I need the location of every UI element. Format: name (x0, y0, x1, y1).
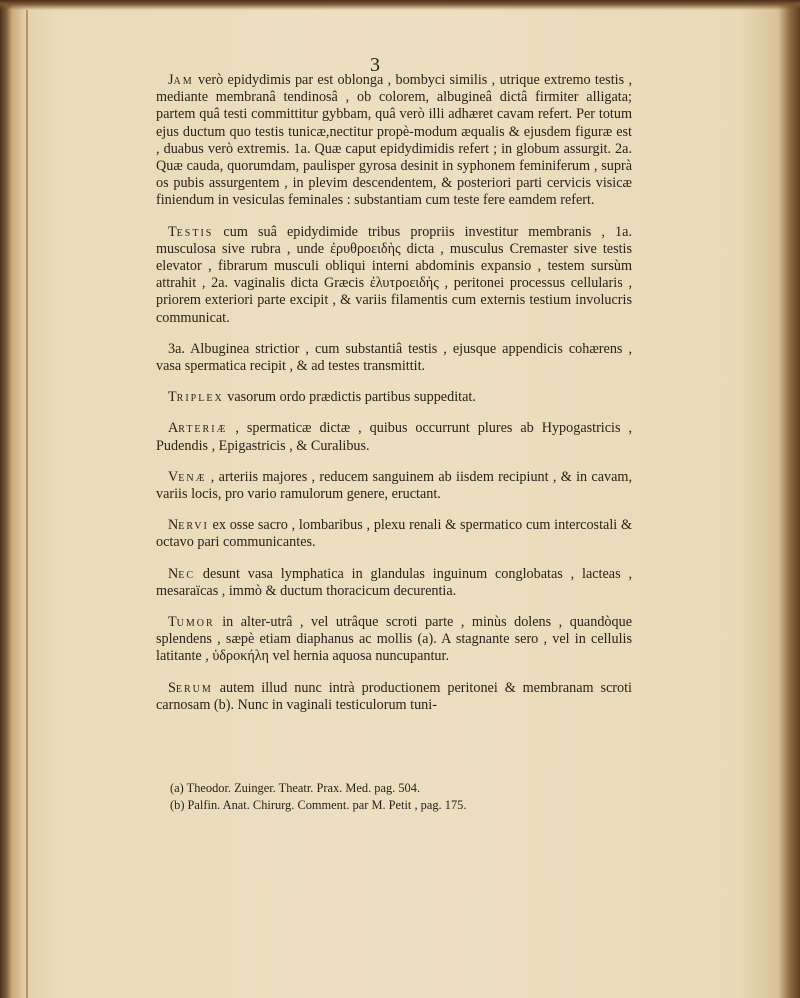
paragraph-text: ex osse sacro , lombaribus , plexu renali & spermatico cum intercostali & octavo pari communicantes. (156, 517, 632, 551)
lead-word: estis (176, 223, 214, 240)
paragraph-serum (156, 680, 632, 714)
lead-word: umor (176, 614, 215, 631)
paragraph-text: autem illud nunc intrà productionem peritonei & membranam scroti carnosam (b). Nunc in vaginali testiculorum tuni- (156, 679, 632, 713)
lead-letter: T (168, 389, 177, 406)
page-number: 3 (370, 54, 380, 76)
lead-word: ec (178, 565, 196, 582)
lead-word: ervi (178, 517, 209, 534)
body-text (156, 72, 632, 714)
footnote-a: (a) Theodor. Zuinger. Theatr. Prax. Med. pag. 504. (170, 781, 421, 795)
footnotes (170, 780, 620, 814)
paragraph-text: , spermaticæ dictæ , quibus occurrunt plures ab Hypogastricis , Pudendis , Epigastricis , & Curalibus. (156, 420, 632, 454)
paragraph-nervi (156, 517, 632, 551)
book-top-edge (0, 0, 800, 10)
paragraph-text: cum suâ epidydimide tribus propriis investitur membranis , 1a. musculosa sive rubra , unde ἐρυθροειδὴς dicta , musculus Cremaster sive testis elevator , fibrarum musculi obliqui interni abdominis expansio , testem sursùm attrahit , 2a. vaginalis dicta Græcis ἐλυτροειδὴς , peritonei processus cellularis , priorem exteriori parte excipit , & variis filamentis cum externis testium involucris communicat. (156, 223, 632, 326)
paragraph-nec (156, 566, 632, 600)
paragraph-text: in alter-utrâ , vel utrâque scroti parte , minùs dolens , quandòque splendens , sæpè etiam diaphanus ac mollis (a). A stagnante sero , vel in cellulis latitante , ὑδροκήλη vel hernia aquosa nuncupantur. (156, 614, 632, 665)
lead-letter: T (168, 223, 177, 240)
lead-word: am (173, 72, 194, 88)
lead-letter: S (168, 679, 176, 696)
paragraph-triplex (156, 389, 632, 406)
lead-letter: A (168, 420, 179, 437)
paragraph-text: 3a. Albuginea strictior , cum substantiâ testis , ejusque appendicis cohærens , vasa spermatica recipit , & ad testes transmittit. (156, 340, 632, 375)
lead-letter: N (168, 565, 179, 582)
paragraph-text: , arteriis majores , reducem sanguinem ab iisdem recipiunt , & in cavam, variis locis, pro vario ramulorum genere, eructant. (156, 468, 632, 503)
paragraph-text: verò epidydimis par est oblonga , bombyci similis , utrique extremo testis , mediante membranâ tendinosâ , ob colorem, albugineâ dictâ firmiter alligata; partem quâ testi committitur gybbam, quâ verò illi adhæret cavam refert. Per totum ejus ductum quo testis tunicæ,nectitur propè-modum æqualis & ejusdem figuræ est , duabus verò extremis. 1a. Quæ caput epidydimidis refert ; in globum assurgit. 2a. Quæ cauda, quorumdam, paulisper gyrosa desinit in syphonem feminiferum , suprà os pubis assurgentem , in plevim descendentem, & posteriori parti cervicis visicæ finiendum in vesiculas feminales : substantiam cum teste fere eamdem refert. (156, 72, 632, 209)
lead-word: enæ (178, 468, 207, 485)
paragraph-text: vasorum ordo prædictis partibus suppeditat. (223, 389, 476, 406)
paragraph-arteriae (156, 420, 632, 454)
lead-letter: N (168, 517, 179, 534)
lead-letter: J (168, 72, 174, 88)
lead-word: erum (175, 679, 213, 696)
paragraph-text: desunt vasa lymphatica in glandulas inguinum conglobatas , lacteas , mesaraïcas , immò & ductum thoracicum decurentia. (156, 565, 632, 599)
paragraph-venae (156, 469, 632, 503)
paragraph-testis (156, 224, 632, 327)
lead-word: rteriæ (178, 420, 228, 437)
page-sheet (26, 10, 780, 998)
paragraph-albuginea (156, 341, 632, 375)
lead-word: riplex (176, 389, 224, 406)
lead-letter: V (168, 468, 179, 485)
footnote-b: (b) Palfin. Anat. Chirurg. Comment. par M. Petit , pag. 175. (170, 798, 467, 812)
paragraph-epidydimis (156, 72, 632, 210)
paragraph-tumor (156, 614, 632, 666)
lead-letter: T (168, 614, 177, 631)
